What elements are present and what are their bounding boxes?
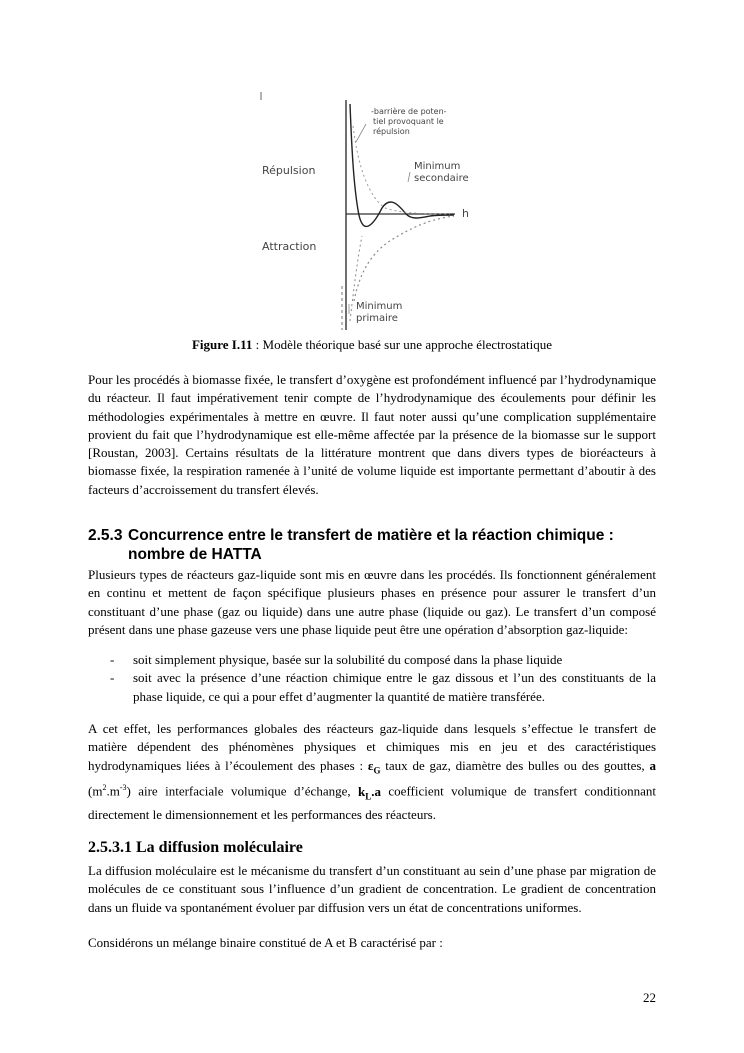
figure-graph — [250, 86, 500, 336]
figure-label-repulsion: Répulsion — [262, 164, 316, 177]
kl: k — [358, 783, 366, 799]
unit-sup: -3 — [119, 783, 127, 793]
figure-label-h: h — [462, 207, 469, 220]
section-number: 2.5.3 — [88, 527, 123, 544]
figure-leader-barrier — [356, 124, 366, 142]
absorption-list — [88, 651, 656, 706]
list-item — [88, 669, 656, 706]
list-item — [88, 651, 656, 669]
section-title-line1: Concurrence entre le transfert de matière et la réaction chimique : — [128, 527, 614, 544]
list-dash: - — [110, 670, 115, 686]
section-title-line2: nombre de HATTA — [128, 546, 262, 563]
figure-label-barrier-1: -barrière de poten- — [371, 107, 447, 116]
subsection-title: La diffusion moléculaire — [136, 839, 303, 856]
list-item-text: soit simplement physique, basée sur la solubilité du composé dans la phase liquide — [133, 652, 563, 667]
paragraph-diffusion: La diffusion moléculaire est le mécanisme du transfert d’un constituant au sein d’une phase par migration de molécules de ce constituant sous l’influence d’un gradient de concentration. Le gradient de concentration dans un fluide va spontanément évoluer par diffusion vers un état de concentrations uniformes. — [88, 863, 656, 915]
paragraph-performance — [88, 720, 656, 824]
figure-caption-text: : Modèle théorique basé sur une approche électrostatique — [252, 337, 553, 352]
list-item-text: soit avec la présence d’une réaction chimique entre le gaz dissous et l’un des constituants de la phase liquide, ce qui a pour effet d’augmenter la quantité de matière transférée. — [133, 670, 656, 704]
para3-text: taux de gaz, diamètre des bulles ou des gouttes, — [380, 757, 650, 773]
figure-electrostatic-model — [250, 86, 500, 336]
symbol-a: a — [649, 757, 656, 773]
paragraph-biomass: Pour les procédés à biomasse fixée, le transfert d’oxygène est profondément influencé par l’hydrodynamique du réacteur. Il faut impérativement tenir compte de l’hydrodynamique des écoulements pour définir les méthodologies expérimentales à mettre en œuvre. Il faut noter aussi qu’une complication supplémentaire provient du fait que l’hydrodynamique est elle-même affectée par la présence de la biomasse sur le support [Roustan, 2003]. Certains résultats de la littérature montrent que dans divers types de bioréacteurs à biomasse fixée, la respiration ramenée à l’unité de volume liquide est importante permettant d’aboutir à des facteurs d’accroissement du transfert élevés. — [88, 372, 656, 497]
kl-sub: L — [365, 791, 372, 802]
unit-sup: 2 — [102, 783, 107, 793]
para3-text: .m — [106, 783, 120, 799]
section-heading — [88, 526, 656, 564]
para3-text: coefficient volumique de transfert conditionnant directement le dimensionnement et les performances des réacteurs. — [88, 783, 657, 822]
epsilon-sub: G — [373, 765, 381, 776]
figure-caption-label: Figure I.11 — [191, 337, 253, 352]
figure-label-min-secondary-2: secondaire — [414, 173, 469, 184]
figure-leader-secondary — [408, 172, 410, 182]
list-dash: - — [110, 652, 115, 667]
symbol-epsilon — [367, 757, 381, 776]
figure-label-min-primary-1: Minimum — [356, 301, 403, 312]
figure-label-min-secondary-1: Minimum — [414, 161, 461, 172]
epsilon: ε — [367, 757, 374, 773]
figure-label-barrier-3: répulsion — [373, 127, 410, 136]
paragraph-binary-mixture: Considérons un mélange binaire constitué de A et B caractérisé par : — [88, 935, 443, 950]
subsection-heading — [88, 839, 656, 857]
kl-a: .a — [371, 783, 382, 799]
figure-label-attraction: Attraction — [262, 240, 317, 253]
para3-text: A cet effet, les performances globales des réacteurs gaz-liquide dans lesquels s’effectue le transfert de matière dépendent des phénomènes physiques et chimiques mis en jeu et des caractéristiques hydrodynamiques liées à l’écoulement des phases : — [88, 721, 656, 773]
subsection-number: 2.5.3.1 — [88, 839, 132, 856]
symbol-kla — [358, 783, 382, 802]
para3-text: (m — [88, 783, 103, 799]
para3-text: ) aire interfaciale volumique d’échange, — [126, 783, 359, 799]
paragraph-reactors: Plusieurs types de réacteurs gaz-liquide sont mis en œuvre dans les procédés. Ils fonctionnent généralement en continu et mettent de façon spécifique plusieurs phases en présence pour assurer le transfert d’un constituant d’une phase (gaz ou liquide) dans une autre phase (liquide ou gaz). Le transfert d’un composé présent dans une phase gazeuse vers une phase liquide peut être une opération d’absorption gaz-liquide: — [88, 567, 656, 637]
figure-label-min-primary-2: primaire — [356, 313, 398, 324]
figure-label-barrier-2: tiel provoquant le — [373, 117, 444, 126]
page-number: 22 — [643, 990, 656, 1005]
figure-caption — [0, 337, 744, 353]
figure-curve-attraction — [354, 216, 454, 301]
